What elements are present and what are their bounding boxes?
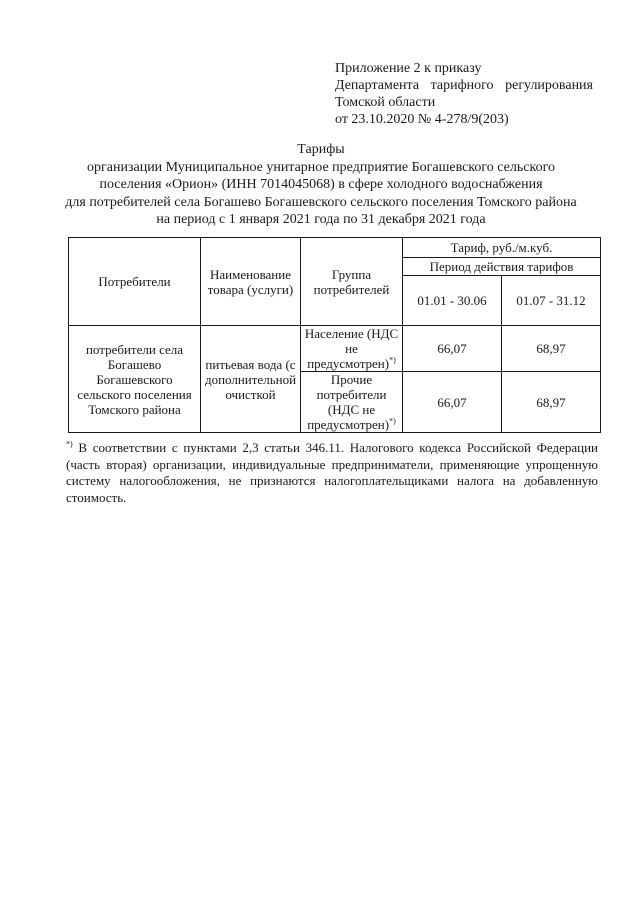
header-tariff: Тариф, руб./м.куб.	[403, 238, 601, 258]
tariff-value-cell: 68,97	[502, 326, 601, 372]
appendix-line: Департамента тарифного регулирования	[335, 78, 593, 93]
title-line: поселения «Орион» (ИНН 7014045068) в сфере холодного водоснабжения	[99, 177, 543, 192]
appendix-line: Приложение 2 к приказу	[335, 61, 482, 76]
header-group: Группа потребителей	[301, 238, 403, 326]
table-header-row	[69, 238, 601, 258]
tariff-value-cell: 66,07	[403, 372, 502, 433]
title-heading: Тарифы	[297, 142, 345, 157]
header-product: Наименование товара (услуги)	[201, 238, 301, 326]
header-consumers: Потребители	[69, 238, 201, 326]
tariff-value-cell: 66,07	[403, 326, 502, 372]
header-period-2: 01.07 - 31.12	[502, 276, 601, 326]
title-line: организации Муниципальное унитарное предприятие Богашевского сельского	[87, 159, 555, 175]
header-period-1: 01.01 - 30.06	[403, 276, 502, 326]
footnote-marker: *)	[389, 355, 396, 365]
header-period: Период действия тарифов	[403, 258, 601, 276]
document-title	[60, 141, 582, 229]
footnote-marker: *)	[66, 439, 73, 449]
appendix-order-date: от 23.10.2020 № 4-278/9(203)	[335, 112, 509, 127]
appendix-line: Томской области	[335, 95, 436, 110]
tariffs-table	[68, 237, 601, 433]
table-row	[69, 326, 601, 372]
group-label: Прочие потребители (НДС не предусмотрен)	[307, 372, 390, 432]
consumers-cell: потребители села Богашево Богашевского сельского поселения Томского района	[69, 326, 201, 433]
group-label: Население (НДС не предусмотрен)	[304, 326, 399, 371]
footnote	[66, 440, 598, 506]
footnote-text: В соответствии с пунктами 2,3 статьи 346.11. Налогового кодекса Российской Федерации (часть вторая) организации, индивидуальные предприниматели, применяющие упрощенную систему налогообложения, не признаются налогоплательщиками налога на добавленную стоимость.	[66, 440, 598, 505]
group-cell	[301, 326, 403, 372]
product-cell: питьевая вода (с дополнительной очисткой	[201, 326, 301, 433]
title-line: для потребителей села Богашево Богашевского сельского поселения Томского района	[65, 194, 577, 210]
title-period: на период с 1 января 2021 года по 31 декабря 2021 года	[156, 212, 486, 227]
appendix-note	[335, 60, 593, 128]
tariff-value-cell: 68,97	[502, 372, 601, 433]
group-cell	[301, 372, 403, 433]
footnote-marker: *)	[389, 416, 396, 426]
